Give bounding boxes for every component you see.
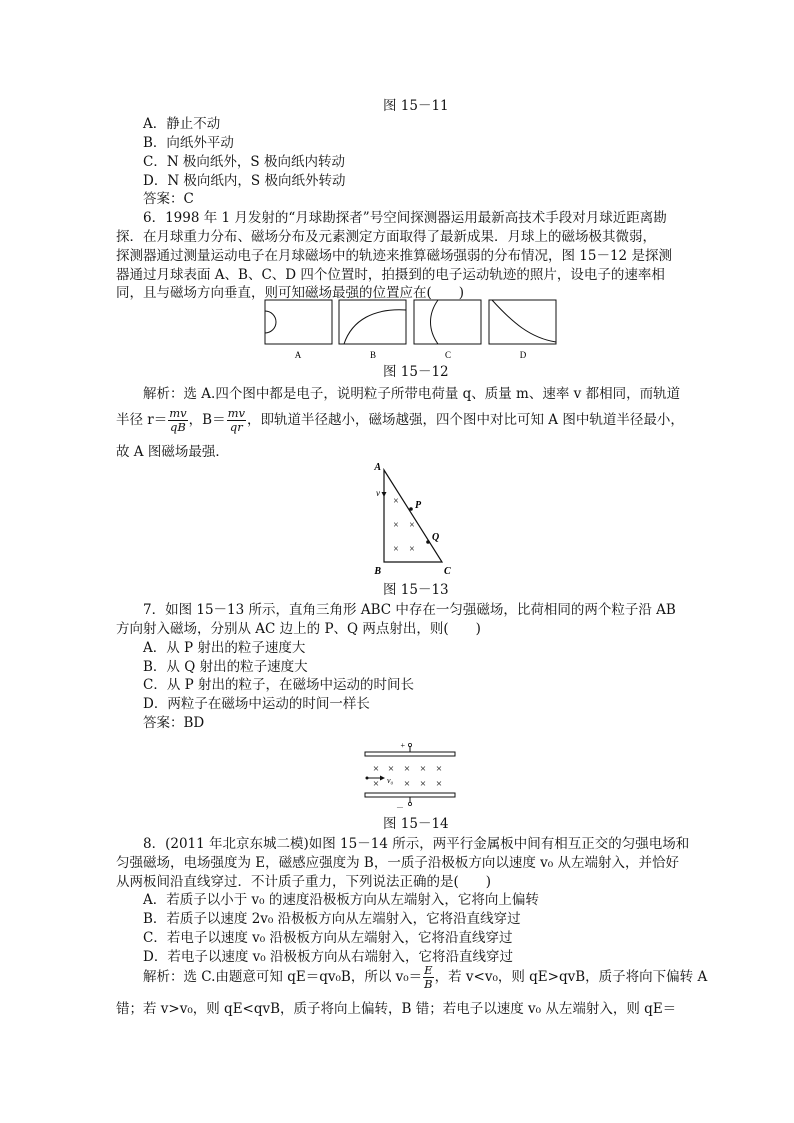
solution-line-1: 解析：选 A.四个图中都是电子，说明粒子所带电荷量 q、质量 m、速率 v 都相同，而轨道 <box>143 386 681 402</box>
solution-text: 解析：选 C.由题意可知 qE＝qv₀B，所以 v₀＝ <box>143 969 423 985</box>
solution-line-3: 故 A 图磁场最强． <box>116 444 229 460</box>
option-a: A．从 P 射出的粒子速度大 <box>143 640 306 656</box>
question-8-line-1: 8．(2011 年北京东城二模)如图 15－14 所示，两平行金属板中间有相互正交的匀强电场和 <box>143 836 690 852</box>
field-cross: × <box>372 763 380 775</box>
option-c: C．从 P 射出的粒子，在磁场中运动的时间长 <box>143 677 414 693</box>
question-7-line-2: 方向射入磁场，分别从 AC 边上的 P、Q 两点射出，则( ) <box>116 621 481 637</box>
option-b: B．若质子以速度 2v₀ 沿极板方向从左端射入，它将沿直线穿过 <box>143 911 521 927</box>
top-plate <box>365 752 455 756</box>
label-c: C <box>444 566 451 577</box>
label-q: Q <box>432 532 440 543</box>
solution-line-1 <box>143 962 707 992</box>
figure-15-13-caption: 图 15－13 <box>383 582 449 598</box>
label-b: B <box>374 566 381 577</box>
panel-a <box>265 300 332 344</box>
option-c: C．若电子以速度 v₀ 沿极板方向从左端射入，它将沿直线穿过 <box>143 930 513 946</box>
question-8-line-3: 从两板间沿直线穿过．不计质子重力，下列说法正确的是( ) <box>116 874 492 890</box>
proton <box>366 777 369 780</box>
velocity-arrow-head <box>382 492 387 497</box>
option-a: A．静止不动 <box>143 116 221 132</box>
question-6-line-3: 探测器通过测量运动电子在月球磁场中的轨迹来推算磁场强弱的分布情况，图 15－12 是探测 <box>116 248 672 264</box>
label-p: P <box>415 500 422 511</box>
panel-label-b: B <box>369 350 377 360</box>
figure-15-14-caption: 图 15－14 <box>383 816 449 832</box>
point-q <box>426 540 430 544</box>
label-v: v <box>376 488 380 498</box>
option-a: A．若质子以小于 v₀ 的速度沿极板方向从左端射入，它将向上偏转 <box>143 892 539 908</box>
panel-label-c: C <box>444 350 452 360</box>
trajectory-a <box>265 311 276 333</box>
figure-15-14 <box>360 740 460 812</box>
bottom-plate <box>365 793 455 797</box>
field-cross: × <box>419 778 427 790</box>
fraction-numerator: mv <box>169 406 187 420</box>
trajectory-d <box>492 300 556 342</box>
question-6-line-5: 同，且与磁场方向垂直，则可知磁场最强的位置应在( ) <box>116 285 465 301</box>
field-cross: × <box>435 763 443 775</box>
field-cross: × <box>403 778 411 790</box>
label-v0: v₀ <box>387 776 394 785</box>
field-cross: × <box>409 520 415 531</box>
solution-text: ，B＝ <box>188 412 226 428</box>
velocity-arrow-head <box>380 776 385 781</box>
fraction-r <box>168 407 187 434</box>
option-c: C．N 极向纸外，S 极向纸内转动 <box>143 154 345 170</box>
field-cross: × <box>409 544 415 555</box>
answer: 答案：BD <box>143 715 205 731</box>
question-8-line-2: 匀强磁场，电场强度为 E，磁感应强度为 B，一质子沿极板方向以速度 v₀ 从左端射入，并恰好 <box>116 855 679 871</box>
solution-text: ，若 v<v₀，则 qE>qvB，质子将向下偏转 A <box>434 969 708 985</box>
field-cross: × <box>372 778 380 790</box>
fraction-denominator: qr <box>229 420 243 434</box>
point-p <box>409 507 413 511</box>
figure-15-11-caption: 图 15－11 <box>383 98 449 114</box>
fraction-e-over-b <box>423 964 433 991</box>
minus-sign: － <box>396 803 404 812</box>
option-d: D．两粒子在磁场中运动的时间一样长 <box>143 696 370 712</box>
fraction-b <box>227 407 246 434</box>
option-d: D．若电子以速度 v₀ 沿极板方向从右端射入，它将沿直线穿过 <box>143 949 513 965</box>
question-6-line-4: 器通过月球表面 A、B、C、D 四个位置时，拍摄到的电子运动轨迹的照片，设电子的速率相 <box>116 267 665 283</box>
solution-line-2 <box>116 405 684 435</box>
plus-sign: + <box>400 741 405 750</box>
trajectory-b <box>344 310 406 344</box>
field-cross: × <box>393 496 399 507</box>
solution-line-2: 错；若 v>v₀，则 qE<qvB，质子将向上偏转，B 错；若电子以速度 v₀ 从左端射入，则 qE＝ <box>116 1001 677 1017</box>
label-a: A <box>374 462 381 473</box>
field-cross: × <box>435 778 443 790</box>
solution-text: 半径 r＝ <box>116 412 168 428</box>
answer: 答案：C <box>143 191 194 207</box>
field-cross: × <box>393 544 399 555</box>
panel-label-a: A <box>294 350 302 360</box>
figure-15-13 <box>362 462 452 580</box>
option-b: B．向纸外平动 <box>143 135 234 151</box>
trajectory-c <box>431 300 439 344</box>
field-cross: × <box>403 763 411 775</box>
option-b: B．从 Q 射出的粒子速度大 <box>143 659 308 675</box>
field-cross: × <box>393 520 399 531</box>
question-7-line-1: 7．如图 15－13 所示，直角三角形 ABC 中存在一匀强磁场，比荷相同的两个粒子沿 AB <box>143 602 676 618</box>
figure-15-12 <box>262 298 562 364</box>
field-cross: × <box>387 763 395 775</box>
fraction-numerator: mv <box>227 406 245 420</box>
solution-text: ，即轨道半径越小，磁场越强，四个图中对比可知 A 图中轨道半径最小， <box>246 412 684 428</box>
panel-b <box>339 300 406 344</box>
fraction-numerator: E <box>424 963 433 977</box>
field-cross: × <box>419 763 427 775</box>
panel-label-d: D <box>519 350 527 360</box>
question-6-line-1: 6．1998 年 1 月发射的“月球勘探者”号空间探测器运用最新高技术手段对月球近距离勘 <box>143 210 667 226</box>
option-d: D．N 极向纸内，S 极向纸外转动 <box>143 173 346 189</box>
fraction-denominator: B <box>424 977 433 991</box>
figure-15-12-caption: 图 15－12 <box>383 364 449 380</box>
question-6-line-2: 探．在月球重力分布、磁场分布及元素测定方面取得了最新成果．月球上的磁场极其微弱， <box>116 229 656 245</box>
panel-d <box>489 300 556 344</box>
panel-c <box>414 300 481 344</box>
fraction-denominator: qB <box>170 420 186 434</box>
